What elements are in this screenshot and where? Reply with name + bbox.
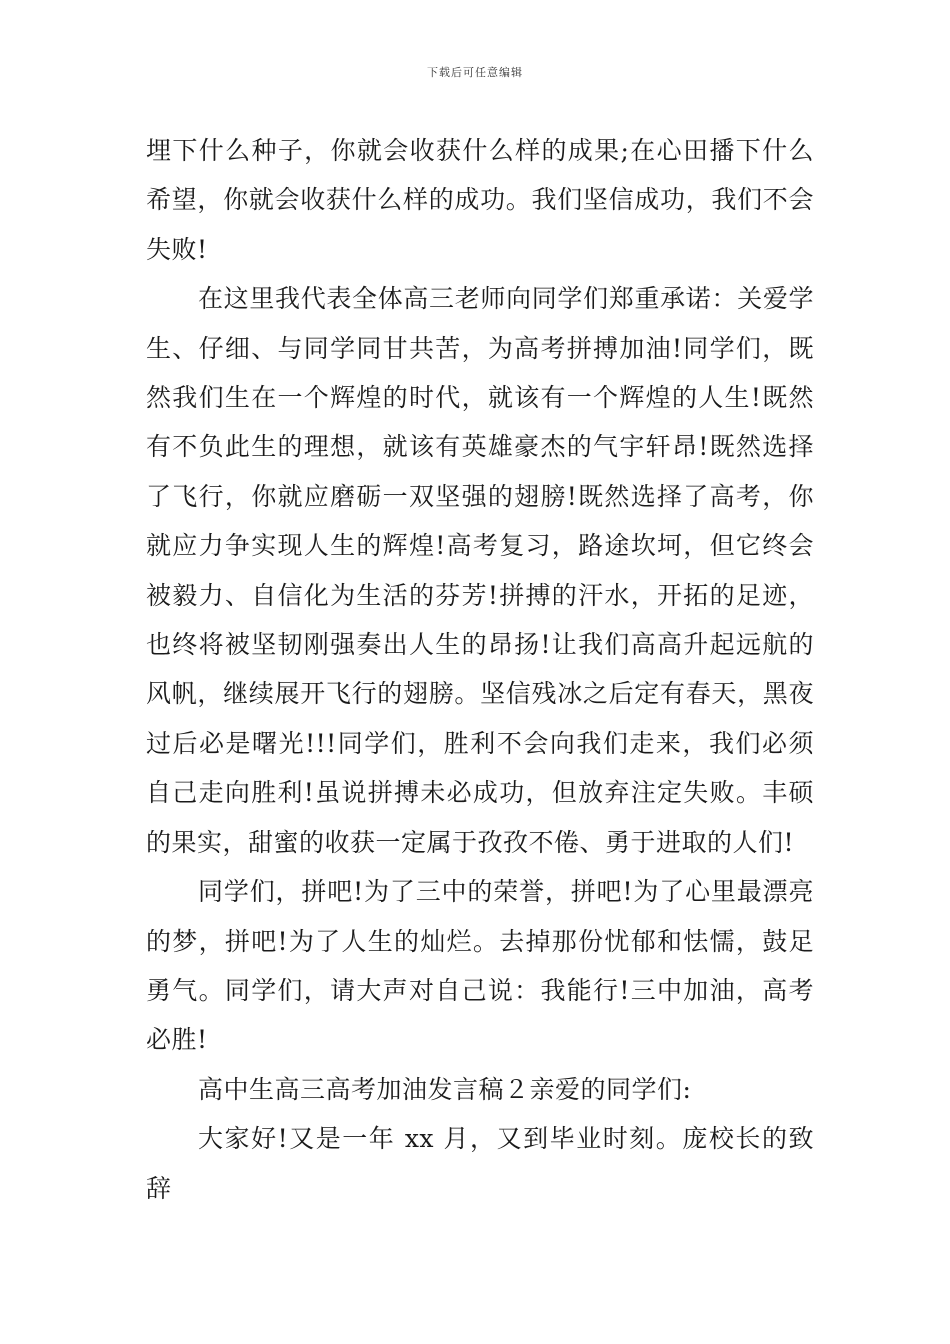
section-title: 高中生高三高考加油发言稿２亲爱的同学们: — [198, 1074, 692, 1104]
paragraph-cheer: 同学们，拼吧!为了三中的荣誉，拼吧!为了心里最漂亮的梦，拼吧!为了人生的灿烂。去掉那份忧郁和怯懦，鼓足勇气。同学们，请大声对自己说：我能行!三中加油，高考必胜! — [146, 877, 814, 1055]
page-header: 下载后可任意编辑 — [427, 66, 523, 79]
paragraph-promise: 在这里我代表全体高三老师向同学们郑重承诺：关爱学生、仔细、与同学同甘共苦，为高考拼搏加油!同学们，既然我们生在一个辉煌的时代，就该有一个辉煌的人生!既然有不负此生的理想，就该有英雄豪杰的气宇轩昂!既然选择了飞行，你就应磨砺一双坚强的翅膀!既然选择了高考，你就应力争实现人生的辉煌!高考复习，路途坎坷，但它终会被毅力、自信化为生活的芬芳!拼搏的汗水，开拓的足迹，也终将被坚韧刚强奏出人生的昂扬!让我们高高升起远航的风帆，继续展开飞行的翅膀。坚信残冰之后定有春天，黑夜过后必是曙光!!!同学们，胜利不会向我们走来，我们必须自己走向胜利!虽说拼搏未必成功，但放弃注定失败。丰硕的果实，甜蜜的收获一定属于孜孜不倦、勇于进取的人们! — [146, 284, 814, 857]
paragraph-continuation: 埋下什么种子，你就会收获什么样的成果;在心田播下什么希望，你就会收获什么样的成功。我们坚信成功，我们不会失败! — [146, 136, 814, 264]
paragraph-greeting: 大家好!又是一年 xx 月，又到毕业时刻。庞校长的致辞 — [146, 1124, 814, 1203]
document-body — [146, 126, 814, 1213]
